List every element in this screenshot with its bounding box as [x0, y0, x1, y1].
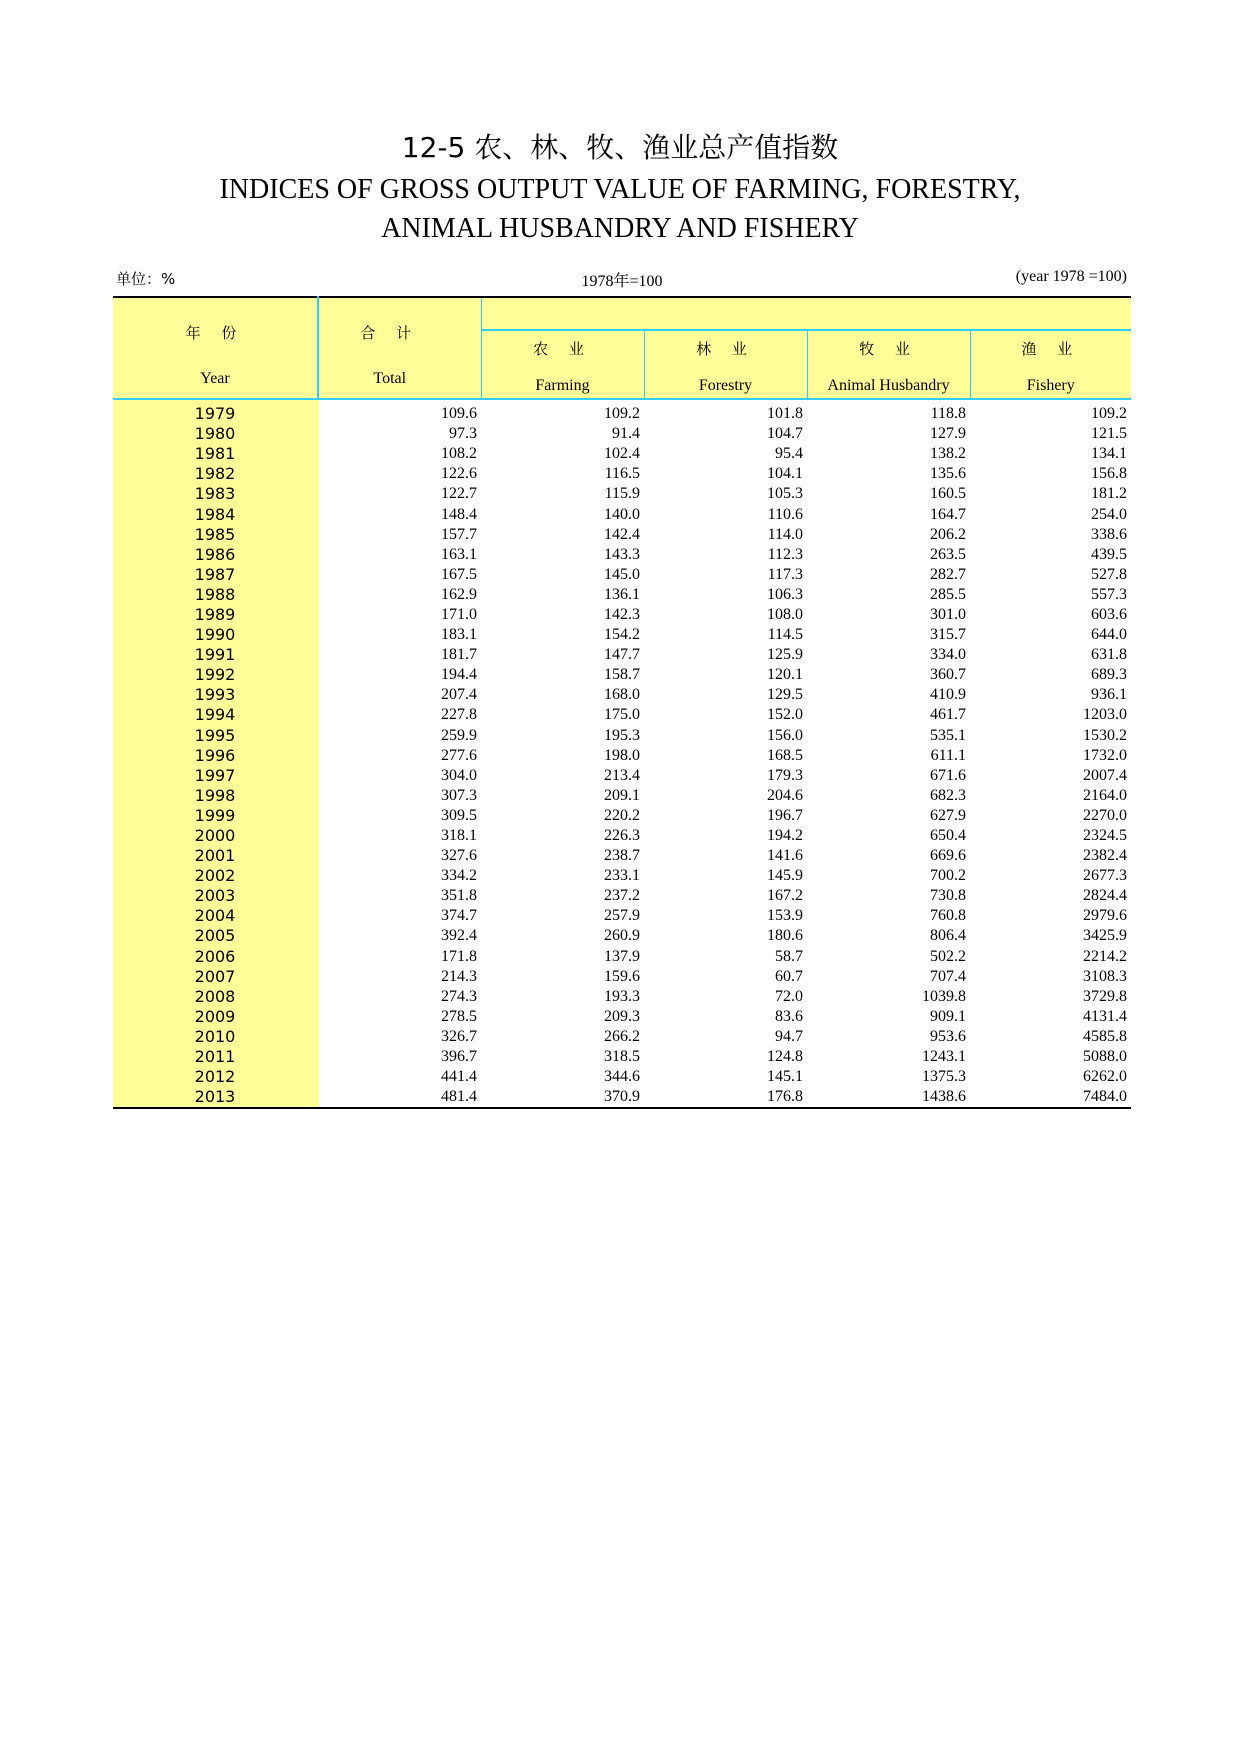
- cell-total: 318.1: [441, 827, 477, 845]
- table-row: [113, 685, 1131, 705]
- cell-animal-husbandry: 1039.8: [922, 987, 966, 1005]
- cell-animal-husbandry: 410.9: [930, 686, 966, 704]
- cell-fishery: 1530.2: [1083, 726, 1127, 744]
- cell-animal-husbandry: 700.2: [930, 867, 966, 885]
- cell-total: 274.3: [441, 987, 477, 1005]
- cell-year: 2013: [113, 1087, 318, 1108]
- page-title-chinese: 12-5 农、林、牧、渔业总产值指数: [401, 131, 839, 164]
- cell-farming: 233.1: [604, 867, 640, 885]
- cell-farming: 195.3: [604, 726, 640, 744]
- cell-animal-husbandry: 1438.6: [807, 1087, 970, 1108]
- cell-farming: 209.3: [604, 1007, 640, 1025]
- cell-fishery: 7484.0: [970, 1087, 1131, 1108]
- cell-total: 259.9: [441, 726, 477, 744]
- cell-farming: 91.4: [612, 425, 640, 443]
- cell-total: 327.6: [441, 847, 477, 865]
- cell-fishery: 109.2: [1091, 405, 1127, 423]
- table-row: [113, 464, 1131, 484]
- cell-farming: 260.9: [604, 927, 640, 945]
- cell-forestry: 58.7: [775, 947, 803, 965]
- cell-total: 309.5: [441, 806, 477, 824]
- cell-animal-husbandry: 953.6: [930, 1027, 966, 1045]
- cell-animal-husbandry: 160.5: [930, 485, 966, 503]
- table-row: [113, 886, 1131, 906]
- cell-fishery: 338.6: [1091, 525, 1127, 543]
- cell-fishery: 1203.0: [1083, 706, 1127, 724]
- table-row: [113, 1067, 1131, 1087]
- table-row: [113, 746, 1131, 766]
- cell-forestry: 145.9: [767, 867, 803, 885]
- header-year-en: Year: [200, 370, 230, 387]
- header-total: [318, 297, 481, 399]
- cell-year: 2000: [113, 826, 318, 846]
- table-row: [113, 565, 1131, 585]
- cell-animal-husbandry: 135.6: [930, 465, 966, 483]
- cell-fishery: 527.8: [1091, 565, 1127, 583]
- cell-year: 1983: [113, 484, 318, 504]
- cell-forestry: 104.1: [767, 465, 803, 483]
- cell-fishery: 557.3: [1091, 585, 1127, 603]
- cell-fishery: 603.6: [1091, 605, 1127, 623]
- table-row: [113, 987, 1131, 1007]
- cell-animal-husbandry: 730.8: [930, 887, 966, 905]
- cell-animal-husbandry: 806.4: [930, 927, 966, 945]
- cell-year: 1991: [113, 645, 318, 665]
- header-total-en: Total: [373, 370, 407, 387]
- header-fishery-cn: 渔 业: [1021, 340, 1081, 358]
- cell-year: 2003: [113, 886, 318, 906]
- cell-animal-husbandry: 669.6: [930, 847, 966, 865]
- cell-farming: 193.3: [604, 987, 640, 1005]
- cell-animal-husbandry: 671.6: [930, 766, 966, 784]
- cell-fishery: 1732.0: [1083, 746, 1127, 764]
- table-row: [113, 605, 1131, 625]
- cell-forestry: 114.0: [767, 525, 803, 543]
- table-row: [113, 786, 1131, 806]
- cell-year: 1990: [113, 625, 318, 645]
- cell-forestry: 106.3: [767, 585, 803, 603]
- cell-year: 1993: [113, 685, 318, 705]
- cell-fishery: 2007.4: [1083, 766, 1127, 784]
- cell-fishery: 4131.4: [1083, 1007, 1127, 1025]
- cell-total: 207.4: [441, 686, 477, 704]
- cell-fishery: 2324.5: [1083, 827, 1127, 845]
- cell-fishery: 2677.3: [1083, 867, 1127, 885]
- cell-year: 1984: [113, 504, 318, 524]
- header-animal-cn: 牧 业: [859, 340, 918, 358]
- cell-total: 307.3: [441, 786, 477, 804]
- base-year-label-english: (year 1978 =100): [1015, 268, 1127, 285]
- cell-animal-husbandry: 909.1: [930, 1007, 966, 1025]
- unit-label: 单位：%: [116, 270, 176, 288]
- cell-farming: 143.3: [604, 545, 640, 563]
- cell-farming: 145.0: [604, 565, 640, 583]
- cell-farming: 198.0: [604, 746, 640, 764]
- cell-animal-husbandry: 707.4: [930, 967, 966, 985]
- cell-forestry: 60.7: [775, 967, 803, 985]
- table-row: [113, 525, 1131, 545]
- cell-animal-husbandry: 263.5: [930, 545, 966, 563]
- cell-fishery: 181.2: [1091, 485, 1127, 503]
- cell-farming: 140.0: [604, 505, 640, 523]
- cell-fishery: 644.0: [1091, 626, 1127, 644]
- cell-farming: 318.5: [604, 1048, 640, 1066]
- header-spacer: [481, 297, 1131, 330]
- cell-total: 122.6: [441, 465, 477, 483]
- cell-farming: 137.9: [604, 947, 640, 965]
- cell-fishery: 3108.3: [1083, 967, 1127, 985]
- cell-year: 2008: [113, 987, 318, 1007]
- cell-total: 108.2: [441, 445, 477, 463]
- cell-farming: 142.3: [604, 605, 640, 623]
- cell-year: 1989: [113, 605, 318, 625]
- cell-fishery: 3729.8: [1083, 987, 1127, 1005]
- cell-forestry: 101.8: [767, 405, 803, 423]
- cell-fishery: 2164.0: [1083, 786, 1127, 804]
- cell-total: 162.9: [441, 585, 477, 603]
- cell-animal-husbandry: 285.5: [930, 585, 966, 603]
- cell-year: 2001: [113, 846, 318, 866]
- cell-farming: 168.0: [604, 686, 640, 704]
- cell-forestry: 108.0: [767, 605, 803, 623]
- cell-fishery: 2270.0: [1083, 806, 1127, 824]
- cell-animal-husbandry: 535.1: [930, 726, 966, 744]
- cell-forestry: 176.8: [644, 1087, 807, 1108]
- cell-total: 326.7: [441, 1027, 477, 1045]
- cell-year: 1994: [113, 705, 318, 725]
- table-row: [113, 926, 1131, 946]
- cell-forestry: 104.7: [767, 425, 803, 443]
- table-row: [113, 504, 1131, 524]
- cell-forestry: 112.3: [767, 545, 803, 563]
- cell-farming: 238.7: [604, 847, 640, 865]
- cell-farming: 344.6: [604, 1068, 640, 1086]
- cell-year: 1985: [113, 525, 318, 545]
- header-farming-cn: 农 业: [533, 340, 592, 358]
- cell-total: 194.4: [441, 666, 477, 684]
- cell-fishery: 689.3: [1091, 666, 1127, 684]
- cell-fishery: 2824.4: [1083, 887, 1127, 905]
- cell-forestry: 196.7: [767, 806, 803, 824]
- table-row: [113, 705, 1131, 725]
- cell-forestry: 145.1: [767, 1068, 803, 1086]
- table-row: [113, 1047, 1131, 1067]
- cell-year: 1992: [113, 665, 318, 685]
- cell-farming: 213.4: [604, 766, 640, 784]
- table-row: [113, 665, 1131, 685]
- cell-year: 2011: [113, 1047, 318, 1067]
- cell-animal-husbandry: 682.3: [930, 786, 966, 804]
- cell-year: 1998: [113, 786, 318, 806]
- table-row: [113, 967, 1131, 987]
- header-forestry-cn: 林 业: [696, 340, 755, 358]
- cell-farming: 226.3: [604, 827, 640, 845]
- cell-total: 122.7: [441, 485, 477, 503]
- table-row: [113, 726, 1131, 746]
- cell-fishery: 3425.9: [1083, 927, 1127, 945]
- cell-farming: 220.2: [604, 806, 640, 824]
- cell-animal-husbandry: 206.2: [930, 525, 966, 543]
- cell-fishery: 134.1: [1091, 445, 1127, 463]
- cell-total: 392.4: [441, 927, 477, 945]
- cell-fishery: 254.0: [1091, 505, 1127, 523]
- page-title-english-line2: ANIMAL HUSBANDRY AND FISHERY: [381, 213, 859, 244]
- cell-year: 2005: [113, 926, 318, 946]
- page-title-english-line1: INDICES OF GROSS OUTPUT VALUE OF FARMING, FORESTRY,: [219, 174, 1021, 205]
- cell-fishery: 2214.2: [1083, 947, 1127, 965]
- cell-year: 1980: [113, 424, 318, 444]
- cell-fishery: 2979.6: [1083, 907, 1127, 925]
- cell-total: 227.8: [441, 706, 477, 724]
- cell-year: 1988: [113, 585, 318, 605]
- cell-forestry: 141.6: [767, 847, 803, 865]
- cell-farming: 102.4: [604, 445, 640, 463]
- header-year-cn: 年 份: [185, 324, 245, 342]
- table-row: [113, 585, 1131, 605]
- cell-forestry: 167.2: [767, 887, 803, 905]
- cell-forestry: 152.0: [767, 706, 803, 724]
- cell-year: 1981: [113, 444, 318, 464]
- cell-year: 1982: [113, 464, 318, 484]
- cell-total: 109.6: [441, 405, 477, 423]
- cell-forestry: 180.6: [767, 927, 803, 945]
- cell-total: 214.3: [441, 967, 477, 985]
- cell-year: 2012: [113, 1067, 318, 1087]
- cell-total: 351.8: [441, 887, 477, 905]
- cell-year: 2007: [113, 967, 318, 987]
- cell-year: 1997: [113, 766, 318, 786]
- table-row: [113, 826, 1131, 846]
- cell-farming: 175.0: [604, 706, 640, 724]
- page-title-english: [150, 170, 1090, 248]
- cell-animal-husbandry: 118.8: [930, 405, 966, 423]
- cell-animal-husbandry: 315.7: [930, 626, 966, 644]
- cell-year: 2006: [113, 947, 318, 967]
- cell-forestry: 125.9: [767, 646, 803, 664]
- table-row: [113, 1087, 1131, 1108]
- cell-total: 481.4: [318, 1087, 481, 1108]
- indices-table: [113, 296, 1131, 1109]
- header-farming-en: Farming: [535, 377, 590, 394]
- cell-farming: 266.2: [604, 1027, 640, 1045]
- cell-total: 183.1: [441, 626, 477, 644]
- cell-forestry: 129.5: [767, 686, 803, 704]
- cell-animal-husbandry: 360.7: [930, 666, 966, 684]
- cell-forestry: 204.6: [767, 786, 803, 804]
- cell-forestry: 120.1: [767, 666, 803, 684]
- header-animal-en: Animal Husbandry: [827, 377, 950, 394]
- table-row: [113, 906, 1131, 926]
- header-forestry-en: Forestry: [698, 377, 753, 394]
- header-forestry: [644, 330, 807, 399]
- cell-fishery: 156.8: [1091, 465, 1127, 483]
- cell-total: 441.4: [441, 1068, 477, 1086]
- cell-total: 278.5: [441, 1007, 477, 1025]
- cell-animal-husbandry: 138.2: [930, 445, 966, 463]
- cell-year: 2002: [113, 866, 318, 886]
- cell-forestry: 95.4: [775, 445, 803, 463]
- table-row: [113, 545, 1131, 565]
- cell-forestry: 168.5: [767, 746, 803, 764]
- cell-fishery: 6262.0: [1083, 1068, 1127, 1086]
- cell-forestry: 194.2: [767, 827, 803, 845]
- cell-fishery: 4585.8: [1083, 1027, 1127, 1045]
- cell-farming: 154.2: [604, 626, 640, 644]
- table-row: [113, 766, 1131, 786]
- table-row: [113, 424, 1131, 444]
- cell-forestry: 83.6: [775, 1007, 803, 1025]
- cell-forestry: 124.8: [767, 1048, 803, 1066]
- cell-year: 1995: [113, 726, 318, 746]
- cell-total: 334.2: [441, 867, 477, 885]
- table-row: [113, 947, 1131, 967]
- cell-farming: 136.1: [604, 585, 640, 603]
- cell-forestry: 94.7: [775, 1027, 803, 1045]
- cell-farming: 158.7: [604, 666, 640, 684]
- cell-total: 181.7: [441, 646, 477, 664]
- cell-fishery: 439.5: [1091, 545, 1127, 563]
- table-row: [113, 866, 1131, 886]
- cell-total: 171.0: [441, 605, 477, 623]
- table-row: [113, 444, 1131, 464]
- table-row: [113, 625, 1131, 645]
- cell-forestry: 110.6: [767, 505, 803, 523]
- cell-fishery: 936.1: [1091, 686, 1127, 704]
- cell-animal-husbandry: 461.7: [930, 706, 966, 724]
- cell-fishery: 2382.4: [1083, 847, 1127, 865]
- base-year-label: 1978年=100: [581, 273, 663, 290]
- cell-farming: 209.1: [604, 786, 640, 804]
- table-body: [113, 399, 1131, 1108]
- cell-farming: 370.9: [481, 1087, 644, 1108]
- table-header: [113, 297, 1131, 399]
- cell-fishery: 5088.0: [1083, 1048, 1127, 1066]
- cell-total: 277.6: [441, 746, 477, 764]
- cell-total: 148.4: [441, 505, 477, 523]
- cell-animal-husbandry: 282.7: [930, 565, 966, 583]
- cell-forestry: 114.5: [767, 626, 803, 644]
- cell-year: 2009: [113, 1007, 318, 1027]
- cell-animal-husbandry: 611.1: [930, 746, 966, 764]
- cell-total: 304.0: [441, 766, 477, 784]
- table-row: [113, 484, 1131, 504]
- cell-animal-husbandry: 301.0: [930, 605, 966, 623]
- table-row: [113, 645, 1131, 665]
- cell-year: 1996: [113, 746, 318, 766]
- cell-farming: 147.7: [604, 646, 640, 664]
- header-fishery: [970, 330, 1131, 399]
- cell-forestry: 179.3: [767, 766, 803, 784]
- table-row: [113, 1007, 1131, 1027]
- cell-total: 167.5: [441, 565, 477, 583]
- cell-farming: 142.4: [604, 525, 640, 543]
- header-animal-husbandry: [807, 330, 970, 399]
- unit-row: [113, 268, 1131, 290]
- cell-forestry: 72.0: [775, 987, 803, 1005]
- cell-total: 374.7: [441, 907, 477, 925]
- cell-animal-husbandry: 164.7: [930, 505, 966, 523]
- cell-total: 157.7: [441, 525, 477, 543]
- cell-fishery: 121.5: [1091, 425, 1127, 443]
- cell-total: 396.7: [441, 1048, 477, 1066]
- cell-year: 2004: [113, 906, 318, 926]
- cell-farming: 159.6: [604, 967, 640, 985]
- table-row: [113, 846, 1131, 866]
- cell-animal-husbandry: 760.8: [930, 907, 966, 925]
- header-year: [113, 297, 318, 399]
- cell-farming: 116.5: [604, 465, 640, 483]
- cell-farming: 115.9: [604, 485, 640, 503]
- cell-forestry: 117.3: [767, 565, 803, 583]
- cell-forestry: 153.9: [767, 907, 803, 925]
- cell-farming: 237.2: [604, 887, 640, 905]
- cell-fishery: 631.8: [1091, 646, 1127, 664]
- header-fishery-en: Fishery: [1026, 377, 1075, 394]
- cell-year: 1999: [113, 806, 318, 826]
- header-farming: [481, 330, 644, 399]
- cell-total: 97.3: [449, 425, 477, 443]
- cell-year: 1979: [113, 399, 318, 424]
- table-row: [113, 399, 1131, 424]
- cell-animal-husbandry: 334.0: [930, 646, 966, 664]
- table-row: [113, 1027, 1131, 1047]
- cell-forestry: 105.3: [767, 485, 803, 503]
- cell-year: 1987: [113, 565, 318, 585]
- cell-animal-husbandry: 127.9: [930, 425, 966, 443]
- cell-farming: 109.2: [604, 405, 640, 423]
- cell-forestry: 156.0: [767, 726, 803, 744]
- cell-animal-husbandry: 1243.1: [922, 1048, 966, 1066]
- cell-animal-husbandry: 650.4: [930, 827, 966, 845]
- cell-animal-husbandry: 627.9: [930, 806, 966, 824]
- header-total-cn: 合 计: [360, 324, 420, 342]
- cell-farming: 257.9: [604, 907, 640, 925]
- cell-year: 1986: [113, 545, 318, 565]
- cell-animal-husbandry: 502.2: [930, 947, 966, 965]
- table-row: [113, 806, 1131, 826]
- cell-total: 171.8: [441, 947, 477, 965]
- cell-animal-husbandry: 1375.3: [922, 1068, 966, 1086]
- cell-year: 2010: [113, 1027, 318, 1047]
- cell-total: 163.1: [441, 545, 477, 563]
